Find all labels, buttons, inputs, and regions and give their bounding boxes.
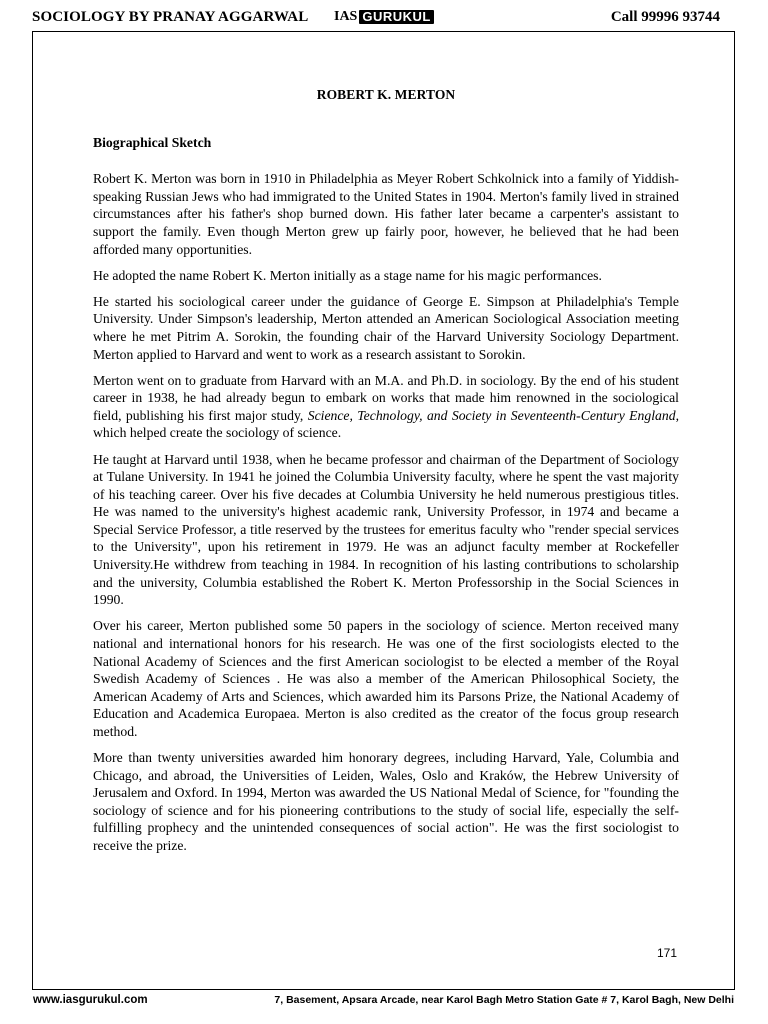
paragraph-degrees: More than twenty universities awarded him honorary degrees, including Harvard, Yale, Columbia and Chicago, and abroad, the Universities of Leiden, Wales, Oslo and Kraków, the Hebrew University of Jerusalem and Oxford. In 1994, Merton was awarded the US National Medal of Science, for "founding the sociology of science and for his pioneering contributions to the study of social life, especially the self-fulfilling prophecy and the unintended consequences of social action". He was the first sociologist to receive the prize. (93, 750, 679, 853)
paragraph-stage-name: He adopted the name Robert K. Merton initially as a stage name for his magic performances. (93, 267, 602, 283)
page-footer (33, 994, 734, 1010)
logo-prefix: IAS (334, 9, 358, 24)
paragraph-harvard-text-2: , which helped create the sociology of science. (93, 407, 679, 441)
paragraph-harvard (93, 372, 679, 442)
page-header (32, 9, 736, 29)
paragraph-early-career: He started his sociological career under the guidance of George E. Simpson at Philadelphia's Temple University. Under Simpson's leadership, Merton attended an American Sociological Association meeting where he met Pitrim A. Sorokin, the founding chair of the Harvard University Sociology Department. Merton applied to Harvard and went to work as a research assistant to Sorokin. (93, 293, 679, 362)
document-title: ROBERT K. MERTON (316, 87, 456, 102)
paragraph-teaching-career: He taught at Harvard until 1938, when he became professor and chairman of the Department of Sociology at Tulane University. In 1941 he joined the Columbia University faculty, where he spent the vast majority of his teaching career. Over his five decades at Columbia University he held numerous prestigious titles. He was named to the university's highest academic rank, University Professor, in 1974 and became a Special Service Professor, a title reserved by the trustees for emeritus faculty who "render special services to the University", upon his retirement in 1979. He was an adjunct faculty member at Rockefeller University.He withdrew from teaching in 1984. In recognition of his lasting contributions to scholarship and the university, Columbia established the Robert K. Merton Professorship in the Social Sciences in 1990. (93, 451, 679, 608)
paragraph-honors: Over his career, Merton published some 50 papers in the sociology of science. Merton received many national and international honors for his research. He was one of the first sociologists elected to the National Academy of Sciences and the first American sociologist to be elected a member of the Royal Swedish Academy of Sciences . He was also a member of the American Philosophical Society, the American Academy of Arts and Sciences, which awarded him its Parsons Prize, the National Academy of Education and Academica Europaea. Merton is also credited as the creator of the focus group research method. (93, 618, 679, 739)
logo-word: GURUKUL (359, 10, 434, 24)
ias-gurukul-logo (334, 9, 434, 25)
page-number: 171 (656, 946, 677, 960)
footer-address: 7, Basement, Apsara Arcade, near Karol Bagh Metro Station Gate # 7, Karol Bagh, New Delhi (274, 994, 734, 1006)
paragraph-harvard-text-1: Merton went on to graduate from Harvard with an M.A. and Ph.D. in sociology. By the end of his student career in 1938, he had already begun to embark on works that made him renowned in the sociological field, publishing his first major study, (93, 372, 679, 423)
header-phone: Call 99996 93744 (610, 9, 720, 25)
book-title: Science, Technology, and Society in Seventeenth-Century England (307, 407, 676, 423)
paragraph-birth: Robert K. Merton was born in 1910 in Philadelphia as Meyer Robert Schkolnick into a family of Yiddish-speaking Russian Jews who had immigrated to the United States in 1904. Merton's family lived in strained circumstances after his father's shop burned down. His father later became a carpenter's assistant to support the family. Even though Merton grew up fairly poor, however, he believed that he had been afforded many opportunities. (93, 171, 679, 257)
section-heading: Biographical Sketch (93, 134, 212, 150)
header-course-title: SOCIOLOGY BY PRANAY AGGARWAL (32, 9, 309, 25)
document-body (93, 86, 679, 863)
footer-website: www.iasgurukul.com (33, 994, 148, 1006)
